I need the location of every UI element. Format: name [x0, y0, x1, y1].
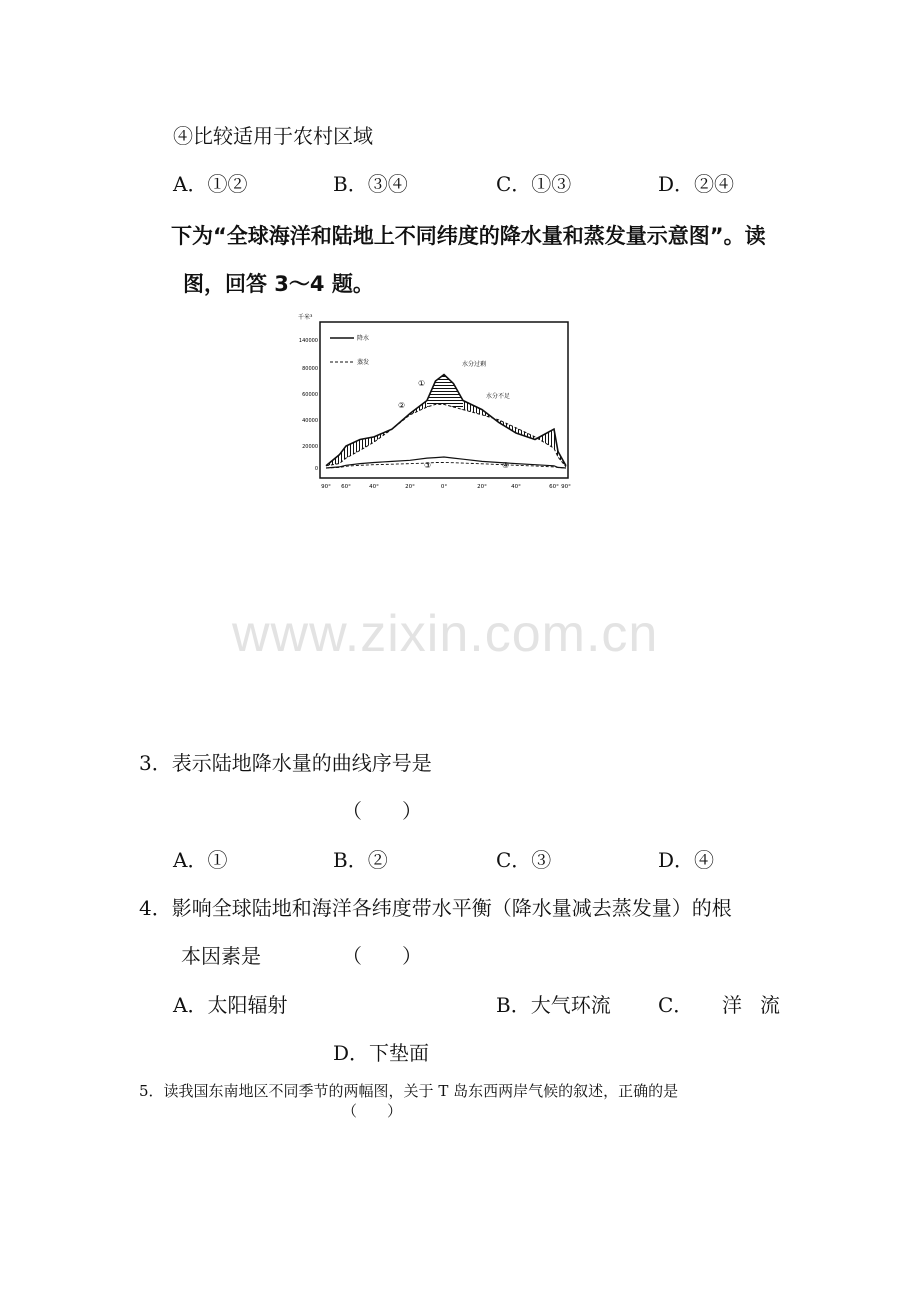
q3-option-a: A．① — [173, 848, 228, 872]
precipitation-evaporation-chart — [296, 310, 588, 494]
x-tick-label: 20° — [405, 484, 415, 490]
q2-item-4: ④比较适用于农村区域 — [173, 124, 373, 148]
x-tick-label: 90° — [561, 484, 571, 490]
legend-precip-label: 降水 — [357, 335, 370, 342]
q5-stem: 5．读我国东南地区不同季节的两幅图，关于 T 岛东西两岸气候的叙述，正确的是 — [139, 1082, 679, 1100]
q3-option-b: B．② — [333, 848, 388, 872]
q2-option-c: C．①③ — [496, 172, 572, 196]
y-tick-label: 140000 — [298, 338, 318, 344]
x-tick-label: 20° — [477, 484, 487, 490]
q3-answer-blank: （ ） — [342, 799, 422, 823]
label-curve-1: ① — [418, 379, 426, 388]
q4-stem-continued: 本因素是 — [181, 944, 261, 968]
q2-option-a: A．①② — [173, 172, 248, 196]
q4-option-d: D．下垫面 — [333, 1041, 430, 1065]
q4-stem: 4．影响全球陆地和海洋各纬度带水平衡（降水量减去蒸发量）的根 — [139, 896, 732, 920]
legend-evap-label: 蒸发 — [357, 359, 370, 366]
q3-stem: 3．表示陆地降水量的曲线序号是 — [139, 751, 432, 775]
q4-answer-blank: （ ） — [342, 944, 422, 968]
q4-option-c-text-2: 流 — [760, 993, 780, 1017]
x-tick-label: 60° — [549, 484, 559, 490]
q4-option-b: B．大气环流 — [496, 993, 611, 1017]
label-curve-2: ② — [398, 401, 406, 410]
q4-option-c-text-1: 洋 — [722, 993, 742, 1017]
q4-option-a: A．太阳辐射 — [173, 993, 288, 1017]
q5-answer-blank: （ ） — [342, 1102, 403, 1120]
annotation-surplus: 水分过剩 — [462, 361, 487, 368]
label-curve-4: ④ — [502, 461, 510, 470]
y-tick-label: 80000 — [302, 366, 318, 372]
y-tick-label: 60000 — [302, 392, 318, 398]
watermark: www.zixin.com.cn — [232, 605, 659, 663]
y-tick-label: 20000 — [302, 444, 318, 450]
q4-option-c-label: C． — [658, 993, 694, 1017]
intro-line-1: 下为“全球海洋和陆地上不同纬度的降水量和蒸发量示意图”。读 — [171, 224, 766, 248]
intro-line-2: 图，回答 3～4 题。 — [183, 272, 374, 296]
q2-option-d: D．②④ — [658, 172, 735, 196]
q3-option-c: C．③ — [496, 848, 552, 872]
x-tick-label: 40° — [369, 484, 379, 490]
annotation-deficit: 水分不足 — [486, 393, 511, 400]
y-tick-label: 0 — [314, 466, 318, 472]
x-tick-label: 60° — [341, 484, 351, 490]
y-tick-label: 40000 — [302, 418, 318, 424]
x-tick-label: 90° — [321, 484, 331, 490]
q2-option-b: B．③④ — [333, 172, 408, 196]
label-curve-3: ③ — [424, 461, 432, 470]
q3-option-d: D．④ — [658, 848, 715, 872]
x-tick-label: 0° — [440, 484, 448, 490]
x-tick-label: 40° — [511, 484, 521, 490]
y-axis-label: 千米³ — [298, 314, 313, 321]
